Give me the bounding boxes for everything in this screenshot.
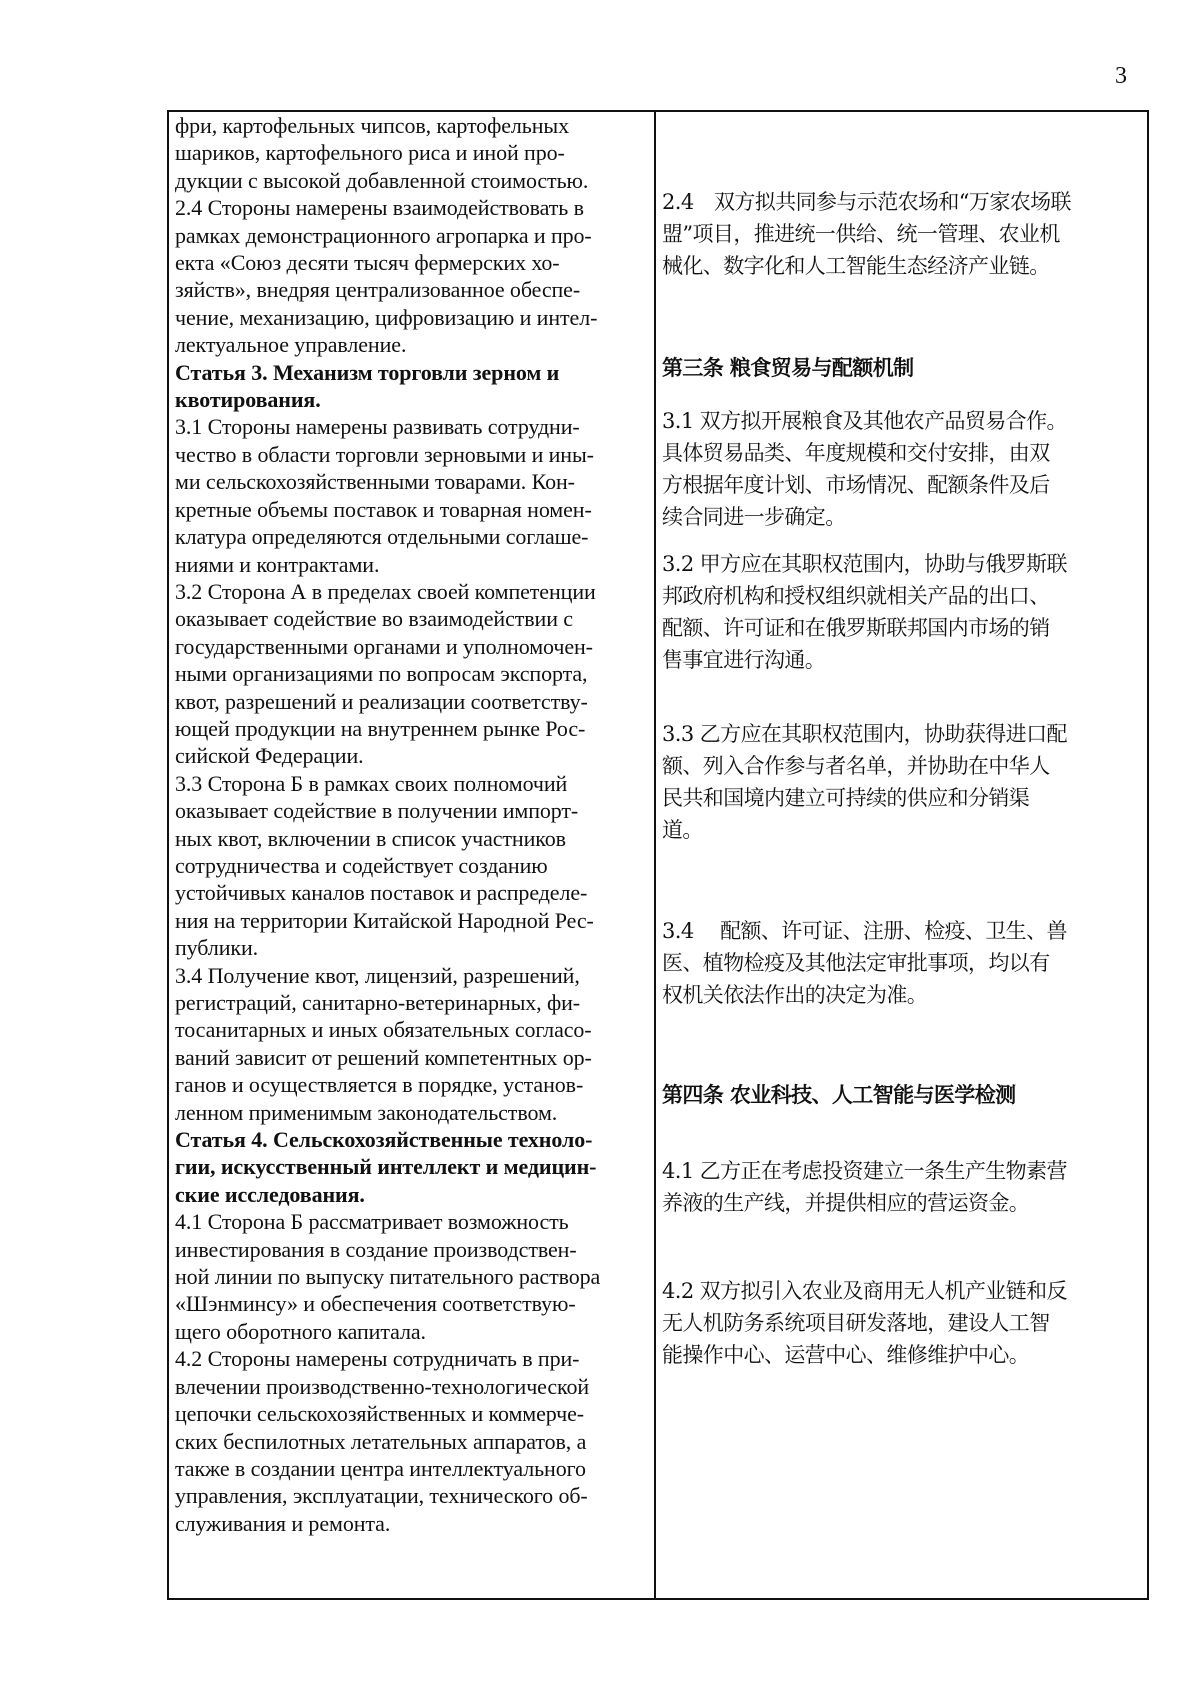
ru-text-line: ми сельскохозяйственными товарами. Кон- [175,469,575,495]
ru-text-line: ленном применимым законодательством. [175,1099,558,1125]
ru-text-line: шариков, картофельного риса и иной про- [175,140,565,166]
zh-text-line: 续合同进一步确定。 [662,505,846,529]
ru-text-line: зяйств», внедряя централизованное обеспе- [175,277,581,303]
zh-text-line: 具体贸易品类、年度规模和交付安排，由双 [662,441,1050,465]
ru-text-line: 4.2 Стороны намерены сотрудничать в при- [175,1346,580,1372]
russian-text [175,112,654,1537]
ru-text-line: 4.1 Сторона Б рассматривает возможность [175,1209,569,1235]
ru-text-line: клатура определяются отдельными соглаше- [175,524,589,550]
zh-text-line: 3.2 甲方应在其职权范围内，协助与俄罗斯联 [662,552,1067,576]
zh-text-line: 2.4 双方拟共同参与示范农场和“万家农场联 [662,190,1071,214]
zh-heading [662,352,1138,384]
ru-text-line: ских беспилотных летательных аппаратов, а [175,1428,587,1454]
ru-heading-line: ские исследования. [175,1181,365,1207]
ru-text-line: государственными органами и уполномочен- [175,633,593,659]
zh-text-line: 能操作中心、运营中心、维修维护中心。 [662,1343,1030,1367]
ru-text-line: дукции с высокой добавленной стоимостью. [175,167,589,193]
russian-column [169,112,656,1598]
ru-heading-line: квотирования. [175,387,321,413]
zh-paragraph [662,405,1138,533]
zh-text-line: 额、列入合作参与者名单，并协助在中华人 [662,754,1050,778]
ru-heading-line: Статья 3. Механизм торговли зерном и [175,359,560,385]
ru-text-line: 2.4 Стороны намерены взаимодействовать в [175,195,584,221]
zh-text-line: 民共和国境内建立可持续的供应和分销渠 [662,786,1030,810]
zh-paragraph [662,1155,1138,1219]
zh-text-line: 养液的生产线，并提供相应的营运资金。 [662,1191,1030,1215]
ru-text-line: ваний зависит от решений компетентных ор- [175,1044,592,1070]
zh-text-line: 3.3 乙方应在其职权范围内，协助获得进口配 [662,722,1067,746]
ru-text-line: ными организациями по вопросам экспорта, [175,661,588,687]
ru-text-line: инвестирования в создание производствен- [175,1236,577,1262]
ru-text-line: устойчивых каналов поставок и распределе- [175,880,588,906]
zh-text-line: 4.1 乙方正在考虑投资建立一条生产生物素营 [662,1159,1067,1183]
zh-text-line: 无人机防务系统项目研发落地，建设人工智 [662,1311,1050,1335]
ru-text-line: влечении производственно-технологической [175,1373,590,1399]
zh-text-line: 4.2 双方拟引入农业及商用无人机产业链和反 [662,1279,1067,1303]
ru-text-line: публики. [175,935,259,961]
zh-text-line: 配额、许可证和在俄罗斯联邦国内市场的销 [662,616,1050,640]
zh-text-line: 械化、数字化和人工智能生态经济产业链。 [662,254,1050,278]
zh-text-line: 售事宜进行沟通。 [662,648,826,672]
ru-text-line: тосанитарных и иных обязательных согласо- [175,1017,592,1043]
zh-paragraph [662,1275,1138,1371]
ru-text-line: 3.4 Получение квот, лицензий, разрешений, [175,962,580,988]
ru-text-line: щего оборотного капитала. [175,1318,426,1344]
ru-text-line: ганов и осуществляется в порядке, установ- [175,1072,584,1098]
zh-paragraph [662,548,1138,676]
ru-text-line: ния на территории Китайской Народной Рес- [175,907,594,933]
zh-heading [662,1079,1138,1111]
ru-text-line: ной линии по выпуску питательного раствора [175,1264,601,1290]
zh-text-line: 第四条 农业科技、人工智能与医学检测 [662,1082,1016,1107]
ru-text-line: служивания и ремонта. [175,1510,391,1536]
zh-paragraph [662,915,1138,1011]
ru-text-line: 3.2 Сторона А в пределах своей компетенции [175,578,596,604]
zh-text-line: 盟”项目，推进统一供给、统一管理、农业机 [662,222,1060,246]
zh-text-line: 邦政府机构和授权组织就相关产品的出口、 [662,584,1050,608]
ru-text-line: также в создании центра интеллектуального [175,1455,586,1481]
zh-text-line: 3.1 双方拟开展粮食及其他农产品贸易合作。 [662,409,1067,433]
zh-text-line: 道。 [662,818,703,842]
ru-text-line: ющей продукции на внутреннем рынке Рос- [175,715,586,741]
ru-text-line: рамках демонстрационного агропарка и про- [175,222,592,248]
ru-text-line: лектуальное управление. [175,332,407,358]
ru-heading-line: гии, искусственный интеллект и медицин- [175,1154,597,1180]
zh-text-line: 医、植物检疫及其他法定审批事项，均以有 [662,951,1050,975]
ru-text-line: оказывает содействие в получении импорт- [175,798,579,824]
ru-text-line: регистраций, санитарно-ветеринарных, фи- [175,990,581,1015]
ru-text-line: квот, разрешений и реализации соответству- [175,688,588,714]
ru-text-line: сийской Федерации. [175,743,364,769]
ru-text-line: чество в области торговли зерновыми и ины- [175,441,594,467]
ru-text-line: екта «Союз десяти тысяч фермерских хо- [175,250,560,276]
ru-text-line: ниями и контрактами. [175,551,380,577]
ru-text-line: цепочки сельскохозяйственных и коммерче- [175,1401,584,1427]
zh-paragraph [662,186,1138,282]
zh-paragraph [662,718,1138,846]
ru-text-line: ных квот, включении в список участников [175,825,566,851]
ru-text-line: фри, картофельных чипсов, картофельных [175,113,569,138]
zh-text-line: 3.4 配额、许可证、注册、检疫、卫生、兽 [662,919,1067,943]
chinese-column [656,112,1147,1598]
ru-text-line: управления, эксплуатации, технического об- [175,1483,588,1509]
ru-heading-line: Статья 4. Сельскохозяйственные техноло- [175,1127,593,1153]
ru-text-line: 3.1 Стороны намерены развивать сотрудни- [175,414,580,440]
ru-text-line: сотрудничества и содействует созданию [175,852,548,878]
page-number: 3 [1115,63,1127,89]
zh-text-line: 权机关依法作出的决定为准。 [662,983,928,1007]
ru-text-line: кретные объемы поставок и товарная номен- [175,496,592,522]
zh-text-line: 方根据年度计划、市场情况、配额条件及后 [662,473,1050,497]
zh-text-line: 第三条 粮食贸易与配额机制 [662,355,914,380]
ru-text-line: 3.3 Сторона Б в рамках своих полномочий [175,770,568,796]
bilingual-table [167,110,1149,1600]
ru-text-line: «Шэнминсу» и обеспечения соответствую- [175,1291,576,1317]
ru-text-line: оказывает содействие во взаимодействии с [175,606,573,632]
ru-text-line: чение, механизацию, цифровизацию и интел- [175,304,598,330]
